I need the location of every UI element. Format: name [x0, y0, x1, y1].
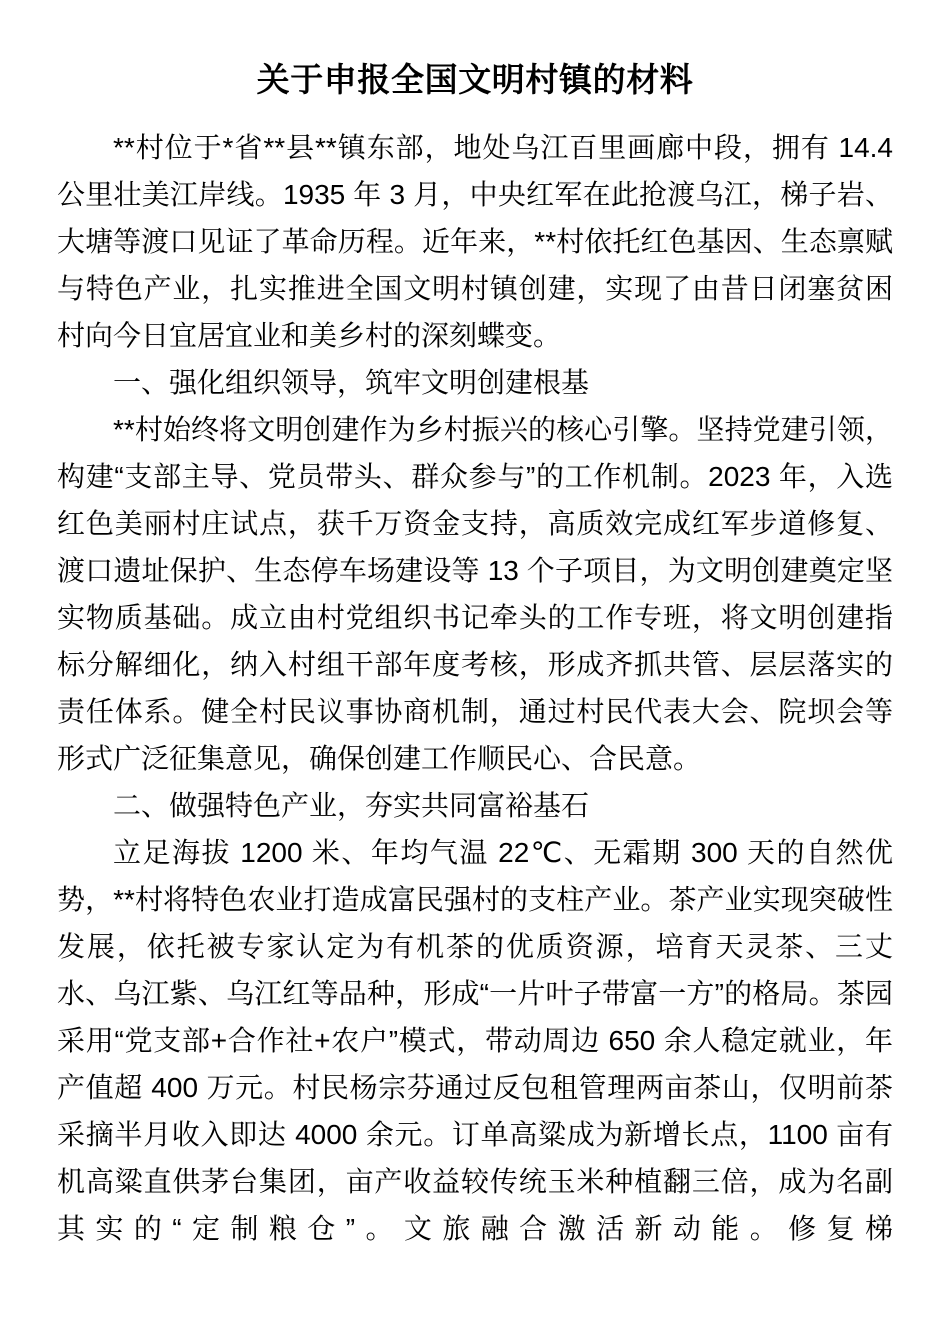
section-1-heading: 一、强化组织领导，筑牢文明创建根基	[113, 367, 590, 398]
title-spacer	[57, 103, 893, 124]
section-2-heading: 二、做强特色产业，夯实共同富裕基石	[113, 790, 590, 821]
section-2-body-paragraph: 立足海拔 1200 米、年均气温 22℃、无霜期 300 天的自然优势，**村将特色农业打造成富民强村的支柱产业。茶产业实现突破性发展，依托被专家认定为有机茶的优质资源，培育天灵茶、三丈水、乌江紫、乌江红等品种，形成“一片叶子带富一方”的格局。茶园采用“党支部+合作社+农户”模式，带动周边 650 余人稳定就业，年产值超 400 万元。村民杨宗芬通过反包租管理两亩茶山，仅明前茶采摘半月收入即达 4000 余元。订单高粱成为新增长点，1100 亩有机高粱直供茅台集团，亩产收益较传统玉米种植翻三倍，成为名副其实的“定制粮仓”。文旅融合激活新动能。修复梯	[57, 837, 893, 1244]
document-body	[57, 0, 893, 1252]
page-title: 关于申报全国文明村镇的材料	[256, 61, 694, 98]
section-1-body-paragraph: **村始终将文明创建作为乡村振兴的核心引擎。坚持党建引领，构建“支部主导、党员带头、群众参与”的工作机制。2023 年，入选红色美丽村庄试点，获千万资金支持，高质效完成红军步道修复、渡口遗址保护、生态停车场建设等 13 个子项目，为文明创建奠定坚实物质基础。成立由村党组织书记牵头的工作专班，将文明创建指标分解细化，纳入村组干部年度考核，形成齐抓共管、层层落实的责任体系。健全村民议事协商机制，通过村民代表大会、院坝会等形式广泛征集意见，确保创建工作顺民心、合民意。	[57, 414, 893, 774]
intro-paragraph: **村位于*省**县**镇东部，地处乌江百里画廊中段，拥有 14.4 公里壮美江岸线。1935 年 3 月，中央红军在此抢渡乌江，梯子岩、大塘等渡口见证了革命历程。近年来，**村依托红色基因、生态禀赋与特色产业，扎实推进全国文明村镇创建，实现了由昔日闭塞贫困村向今日宜居宜业和美乡村的深刻蝶变。	[57, 132, 893, 351]
